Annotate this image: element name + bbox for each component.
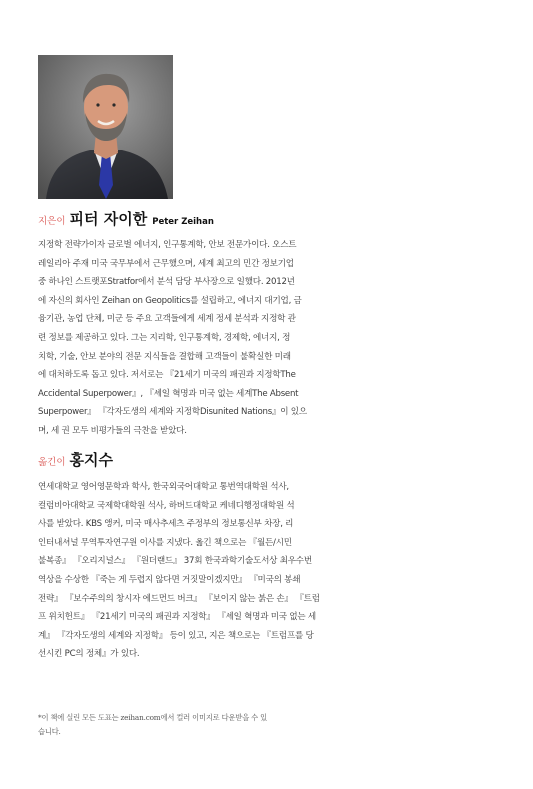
author-portrait-image	[38, 55, 173, 199]
author-bio	[38, 236, 500, 441]
bio-line: 인터내셔널 무역투자연구원 이사를 지냈다. 옮긴 책으로는 『월든/시민	[38, 537, 292, 548]
bio-line: 련 정보를 제공하고 있다. 그는 지리학, 인구통계학, 경제학, 에너지, 정	[38, 332, 291, 343]
bio-line: 전략』 『보수주의의 창시자 에드먼드 버크』 『보이지 않는 붉은 손』 『트럼	[38, 593, 320, 604]
bio-line: 레일리아 주재 미국 국무부에서 근무했으며, 세계 최고의 민간 정보기업	[38, 258, 294, 269]
translator-role-label: 옮긴이	[38, 457, 66, 468]
bio-line: 융기관, 농업 단체, 미군 등 주요 고객들에게 세계 정세 분석과 지정학 관	[38, 314, 296, 325]
bio-line: 에 대처하도록 돕고 있다. 저서로는 『21세기 미국의 패권과 지정학The	[38, 370, 296, 381]
bio-line: 선시킨 PC의 정체』가 있다.	[38, 649, 140, 660]
bio-line: Accidental Superpower』, 『셰일 혁명과 미국 없는 세계The Absent	[38, 388, 299, 399]
translator-name-korean: 홍지수	[69, 451, 114, 469]
bio-line: 치학, 기술, 안보 분야의 전문 지식들을 결합해 고객들이 불확실한 미래	[38, 351, 291, 362]
chart-download-footnote	[38, 711, 500, 738]
bio-line: 사를 받았다. KBS 앵커, 미국 매사추세츠 주정부의 정보통신부 차장, 리	[38, 519, 294, 530]
author-role-label: 지은이	[38, 216, 66, 227]
bio-line: 컬럼비아대학교 국제학대학원 석사, 하버드대학교 케네디행정대학원 석	[38, 500, 295, 511]
bio-line: 에 자신의 회사인 Zeihan on Geopolitics를 설립하고, 에너지 대기업, 금	[38, 295, 302, 306]
bio-line: 중 하나인 스트랫포Stratfor에서 분석 담당 부사장으로 일했다. 2012년	[38, 277, 295, 288]
footnote-line: *이 책에 실린 모든 도표는 zeihan.com에서 컬러 이미지로 다운받을 수 있	[38, 713, 267, 722]
author-name-korean: 피터 자이한	[69, 210, 148, 228]
bio-line: 계』 『각자도생의 세계와 지정학』 등이 있고, 지은 책으로는 『트럼프를 당	[38, 630, 314, 641]
bio-line: 불복종』 『오리지널스』 『원더랜드』 37회 한국과학기술도서상 최우수번	[38, 556, 312, 567]
author-name-english: Peter Zeihan	[152, 217, 214, 227]
author-photo	[38, 55, 173, 199]
bio-line: Superpower』 『각자도생의 세계와 지정학Disunited Nations』이 있으	[38, 407, 307, 418]
translator-heading	[38, 449, 118, 470]
bio-line: 며, 세 권 모두 비평가들의 극찬을 받았다.	[38, 425, 187, 436]
author-heading	[38, 208, 214, 229]
footnote-line: 습니다.	[38, 726, 61, 736]
bio-line: 연세대학교 영어영문학과 학사, 한국외국어대학교 통번역대학원 석사,	[38, 482, 289, 492]
translator-bio	[38, 478, 500, 664]
bio-line: 프 위치헌트』 『21세기 미국의 패권과 지정학』 『셰일 혁명과 미국 없는 세	[38, 612, 316, 623]
bio-line: 역상을 수상한 『죽는 게 두렵지 않다면 거짓말이겠지만』 『미국의 봉쇄	[38, 574, 301, 585]
bio-line: 지정학 전략가이자 글로벌 에너지, 인구통계학, 안보 전문가이다. 오스트	[38, 240, 297, 250]
